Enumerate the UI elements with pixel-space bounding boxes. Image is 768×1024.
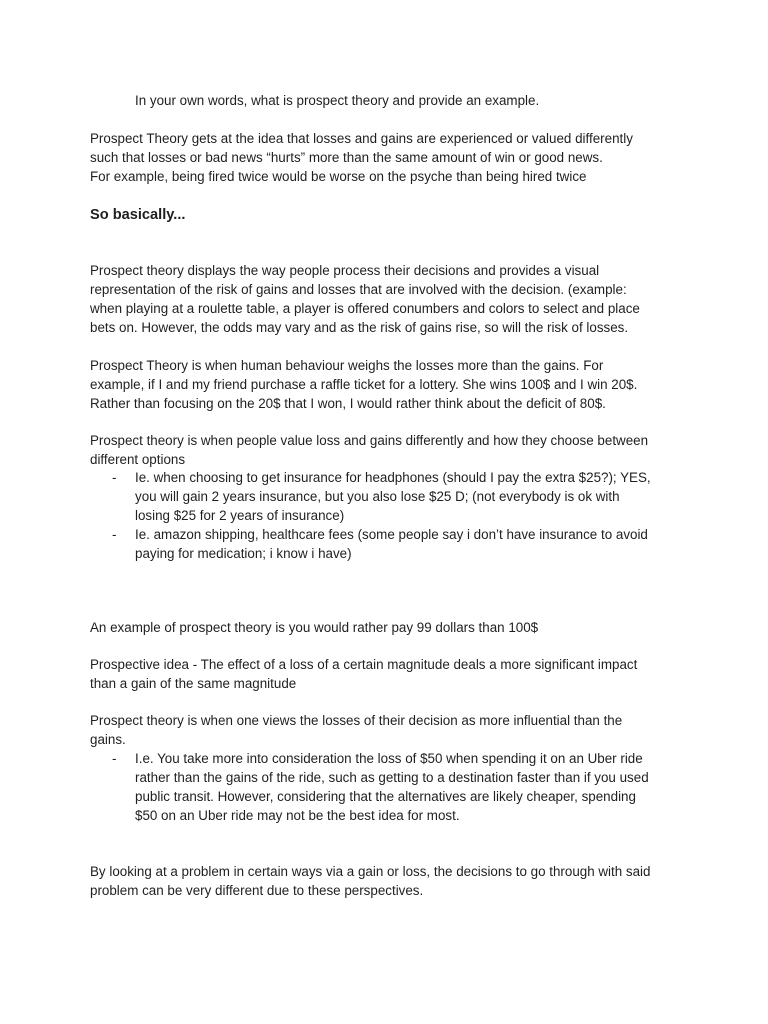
text-line: such that losses or bad news “hurts” more than the same amount of win or good news. [90,149,603,165]
text-line: An example of prospect theory is you would rather pay 99 dollars than 100$ [90,620,539,635]
bullet-item [90,750,710,826]
bullet-list-uber [90,750,710,826]
text-line: public transit. However, considering that the alternatives are likely cheaper, spending [135,788,636,804]
text-line: Rather than focusing on the 20$ that I won, I would rather think about the deficit of 80$. [90,395,606,411]
text-line: Prospect theory is when one views the losses of their decision as more influential than the [90,713,623,728]
answer-paragraph-7 [90,712,690,750]
text-line: representation of the risk of gains and losses that are involved with the decision. (example: [90,281,627,297]
question-text: In your own words, what is prospect theory and provide an example. [135,93,540,108]
answer-paragraph-6 [90,656,690,694]
bullet-item [90,469,710,526]
text-line: Prospective idea - The effect of a loss of a certain magnitude deals a more significant impact [90,657,638,672]
text-line: losing $25 for 2 years of insurance) [135,507,345,523]
text-line: problem can be very different due to these perspectives. [90,882,424,898]
text-line: Prospect Theory is when human behaviour weighs the losses more than the gains. For [90,358,604,373]
text-line: gains. [90,731,126,747]
text-line: Prospect theory displays the way people process their decisions and provides a visual [90,263,600,278]
text-line: $50 on an Uber ride may not be the best idea for most. [135,807,460,823]
answer-paragraph-3 [90,357,690,414]
section-heading: So basically... [90,207,186,223]
text-line: Prospect Theory gets at the idea that losses and gains are experienced or valued differently [90,131,633,146]
text-line: Ie. when choosing to get insurance for headphones (should I pay the extra $25?); YES, [135,470,651,485]
bullet-list-insurance [90,469,710,564]
text-line: when playing at a roulette table, a player is offered conumbers and colors to select and place [90,300,640,316]
text-line: paying for medication; i know i have) [135,545,352,561]
answer-paragraph-5 [90,619,690,638]
answer-paragraph-2 [90,262,690,338]
text-line: I.e. You take more into consideration the loss of $50 when spending it on an Uber ride [135,751,643,766]
text-line: rather than the gains of the ride, such as getting to a destination faster than if you used [135,769,649,785]
text-line: different options [90,451,186,467]
answer-paragraph-4 [90,432,690,470]
text-line: Prospect theory is when people value loss and gains differently and how they choose between [90,433,649,448]
text-line: Ie. amazon shipping, healthcare fees (some people say i don’t have insurance to avoid [135,526,648,542]
text-line: you will gain 2 years insurance, but you also lose $25 D; (not everybody is ok with [135,488,620,504]
bullet-dash: - [112,751,117,766]
bullet-dash: - [112,470,117,485]
text-line: example, if I and my friend purchase a raffle ticket for a lottery. She wins 100$ and I win 20$. [90,376,638,392]
bullet-dash: - [112,526,117,542]
answer-paragraph-1 [90,130,690,187]
answer-paragraph-8 [90,863,690,901]
text-line: bets on. However, the odds may vary and as the risk of gains rise, so will the risk of losses. [90,319,629,335]
text-line: For example, being fired twice would be worse on the psyche than being hired twice [90,168,587,184]
text-line: than a gain of the same magnitude [90,675,297,691]
text-line: By looking at a problem in certain ways via a gain or loss, the decisions to go through with said [90,864,651,879]
bullet-item [90,526,710,564]
